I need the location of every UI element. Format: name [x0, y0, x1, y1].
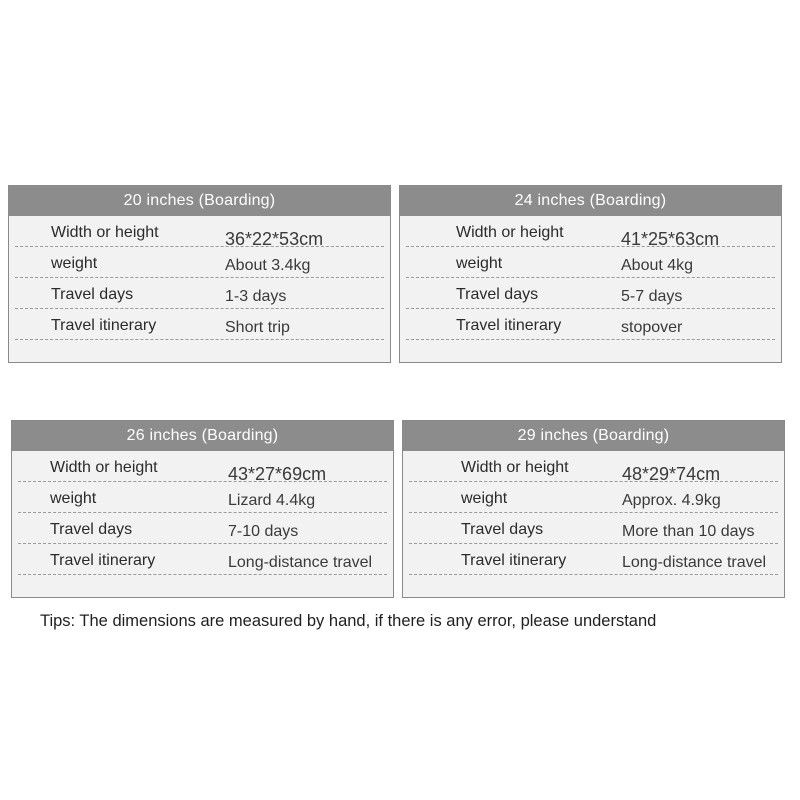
table-row	[400, 216, 781, 247]
card-body	[9, 216, 390, 340]
row-value: Approx. 4.9kg	[622, 492, 721, 509]
table-row	[400, 278, 781, 309]
row-label: Travel itinerary	[50, 552, 156, 569]
card-body	[12, 451, 393, 575]
card-title: 24 inches (Boarding)	[400, 186, 781, 216]
row-value: stopover	[621, 319, 683, 336]
row-value: 1-3 days	[225, 288, 287, 305]
row-label: Width or height	[50, 459, 158, 476]
row-label: weight	[51, 255, 98, 272]
table-row	[12, 513, 393, 544]
size-card-24-inches	[399, 185, 782, 363]
card-body	[400, 216, 781, 340]
dashed-divider	[18, 574, 387, 575]
table-row	[9, 216, 390, 247]
dashed-divider	[406, 339, 775, 340]
row-label: Travel days	[456, 286, 539, 303]
table-row	[400, 247, 781, 278]
size-card-26-inches	[11, 420, 394, 598]
size-card-29-inches	[402, 420, 785, 598]
row-value: 36*22*53cm	[225, 229, 324, 249]
table-row	[403, 482, 784, 513]
row-label: Travel days	[51, 286, 134, 303]
table-row	[403, 513, 784, 544]
table-row	[400, 309, 781, 340]
row-value: 48*29*74cm	[622, 464, 721, 484]
table-row	[403, 451, 784, 482]
row-label: weight	[456, 255, 503, 272]
row-value: Lizard 4.4kg	[228, 492, 316, 509]
row-value: 43*27*69cm	[228, 464, 327, 484]
size-card-20-inches	[8, 185, 391, 363]
row-label: Travel itinerary	[461, 552, 567, 569]
row-label: Width or height	[456, 224, 564, 241]
row-value: More than 10 days	[622, 523, 755, 540]
row-label: Width or height	[461, 459, 569, 476]
row-label: Travel days	[461, 521, 544, 538]
table-row	[9, 278, 390, 309]
table-row	[9, 309, 390, 340]
row-value: Long-distance travel	[228, 554, 373, 571]
card-body	[403, 451, 784, 575]
table-row	[12, 544, 393, 575]
row-value: Short trip	[225, 319, 290, 336]
row-label: weight	[50, 490, 97, 507]
row-value: 41*25*63cm	[621, 229, 720, 249]
row-label: Width or height	[51, 224, 159, 241]
table-row	[9, 247, 390, 278]
row-label: Travel itinerary	[51, 317, 157, 334]
dashed-divider	[409, 574, 778, 575]
row-label: Travel days	[50, 521, 133, 538]
dashed-divider	[15, 339, 384, 340]
row-label: weight	[461, 490, 508, 507]
card-title: 26 inches (Boarding)	[12, 421, 393, 451]
row-label: Travel itinerary	[456, 317, 562, 334]
row-value: 7-10 days	[228, 523, 299, 540]
row-value: 5-7 days	[621, 288, 683, 305]
card-title: 29 inches (Boarding)	[403, 421, 784, 451]
tips-text: Tips: The dimensions are measured by hand, if there is any error, please understand	[40, 612, 657, 630]
table-row	[12, 451, 393, 482]
row-value: About 3.4kg	[225, 257, 311, 274]
table-row	[403, 544, 784, 575]
row-value: About 4kg	[621, 257, 694, 274]
card-title: 20 inches (Boarding)	[9, 186, 390, 216]
row-value: Long-distance travel	[622, 554, 767, 571]
table-row	[12, 482, 393, 513]
